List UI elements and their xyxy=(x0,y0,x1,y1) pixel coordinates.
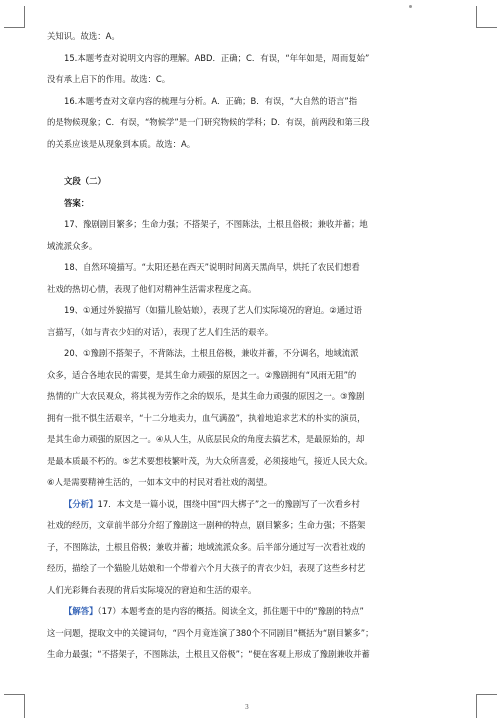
crop-mark-top-left xyxy=(24,6,25,28)
explain-paragraph xyxy=(47,601,455,623)
answer-16: 16.本题考查对文章内容的梳理与分析。A．正确；B．有误，“大自然的语言”指 xyxy=(64,95,358,106)
document-body xyxy=(47,26,455,666)
analysis-paragraph xyxy=(47,494,455,516)
text-line: 没有承上启下的作用。故选：C。 xyxy=(47,74,171,84)
text-line: 经历，描绘了一个猫脸儿姑娘和一个带着六个月大孩子的青衣少妇，表现了这些乡村艺 xyxy=(47,563,366,573)
text-line: 社戏的热切心情，表现了他们对精神生活需求程度之高。 xyxy=(47,283,257,294)
answer-15: 15.本题考查对说明文内容的理解。ABD．正确；C．有误，“年年如是，周而复始” xyxy=(64,52,370,63)
section-title: 文段（二） xyxy=(64,176,106,186)
text-line: 社戏的经历，文章前半部分介绍了豫剧这一剧种的特点，剧目繁多；生命力强；不搭架 xyxy=(47,520,366,530)
text-line: 拥有一批不惧生活艰辛，“十二分地卖力，血气满盈”，执着地追求艺术的朴实的演员， xyxy=(47,412,366,423)
text-line: 的关系应该是从现象到本质。故选：A。 xyxy=(47,138,196,149)
text-line: 是其生命力顽强的原因之一。④从人生，从底层民众的角度去搞艺术，是最原始的，却 xyxy=(47,434,365,444)
page-number: 3 xyxy=(245,704,249,711)
answer-19: 19、①通过外貌描写（如猫儿脸姑娘），表现了艺人们实际境况的窘迫。②通过语 xyxy=(64,305,362,315)
analysis-text: 17．本文是一篇小说，围绕中国“四大梆子”之一的豫剧写了一次看乡村 xyxy=(97,498,360,509)
text-line: 热情的广大农民观众，将其视为劳作之余的娱乐，是其生命力顽强的原因之一。③豫剧 xyxy=(47,391,365,401)
answer-18: 18、自然环境描写。“太阳还悬在西天”说明时间离天黑尚早，烘托了农民们想看 xyxy=(64,262,360,272)
text-line: ⑥人是需要精神生活的，一如本文中的村民对看社戏的渴望。 xyxy=(47,477,273,487)
text-line: 域流派众多。 xyxy=(47,240,98,251)
text-line: 人们光彩舞台表现的背后实际境况的窘迫和生活的艰辛。 xyxy=(47,584,257,595)
crop-mark-top-left xyxy=(4,27,24,28)
text-line: 这一问题，提取文中的关键词句，“四个月竟连演了380个不同剧目”概括为“剧目繁多”； xyxy=(47,627,374,638)
text-line: 子，不图陈法，土根且俗极；兼收并蓄；地域流派众多。后半部分通过写一次看社戏的 xyxy=(47,541,366,552)
spacer xyxy=(47,155,455,171)
explain-tag: 【解答】 xyxy=(64,606,98,616)
crop-mark-bottom-right xyxy=(476,694,477,718)
crop-mark-bottom-left xyxy=(24,694,25,718)
text-line: 言描写，（如与青衣少妇的对话），表现了艺人们生活的艰辛。 xyxy=(47,326,274,337)
text-line: 关知识。故选：A。 xyxy=(47,31,120,41)
text-line: 众多，适合各地农民的需要，是其生命力顽强的原因之一。②豫剧拥有“风雨无阻”的 xyxy=(47,369,357,380)
answer-20: 20、①豫剧不搭架子，不背陈法，土根且俗极，兼收并蓄，不分调名，地域流派 xyxy=(64,348,359,358)
text-line: 生命力最强；“不搭架子，不图陈法，土根且又俗极”；“便在客观上形成了豫剧兼收并蓄 xyxy=(47,649,370,659)
text-line: 的是物候现象；C．有误，“物候学”是一门研究物候的学科；D．有误，前两段和第三段 xyxy=(47,117,370,127)
explain-text: （17）本题考查的是内容的概括。阅读全文，抓住题干中的“豫剧的特点” xyxy=(97,606,364,616)
crop-mark-top-right xyxy=(477,27,497,28)
analysis-tag: 【分析】 xyxy=(64,498,98,509)
crop-mark-bottom-left xyxy=(4,694,24,695)
crop-mark-top-right xyxy=(476,6,477,28)
answer-label: 答案： xyxy=(64,197,90,208)
corner-dot xyxy=(409,5,412,8)
text-line: 是最本质最不朽的。⑤艺术要想枝繁叶茂，为大众所喜爱，必须接地气，接近人民大众。 xyxy=(47,455,373,466)
crop-mark-bottom-right xyxy=(477,694,497,695)
answer-17: 17、豫剧剧目繁多；生命力强；不搭架子，不图陈法，土根且俗极；兼收并蓄；地 xyxy=(64,219,368,229)
